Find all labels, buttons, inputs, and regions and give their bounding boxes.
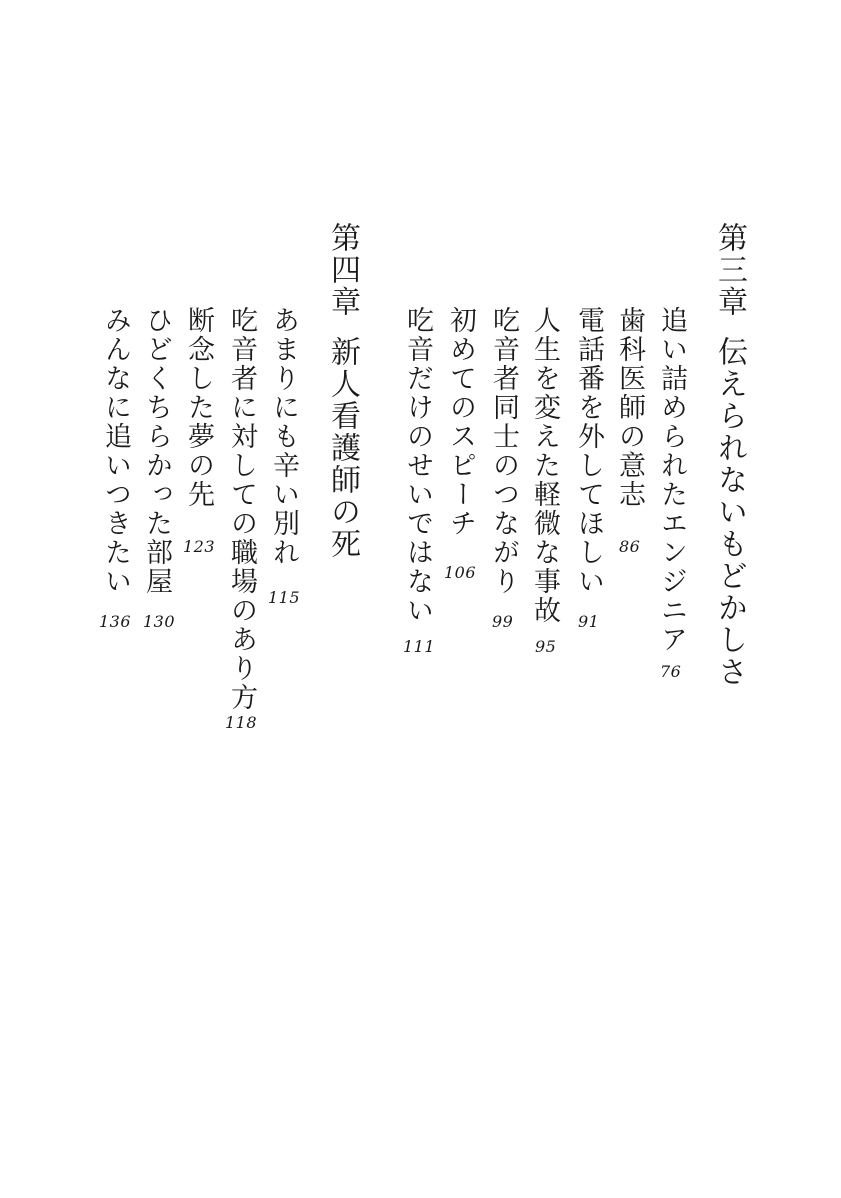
toc-entry-page: 118 xyxy=(225,713,258,732)
toc-entry-page: 91 xyxy=(578,612,600,631)
toc-entry-page: 86 xyxy=(619,537,641,556)
chapter-4-heading: 第四章 xyxy=(325,222,360,318)
toc-entry-title[interactable]: 追い詰められたエンジニア xyxy=(656,306,687,654)
toc-entry-page: 111 xyxy=(403,637,436,656)
toc-entry-page: 115 xyxy=(268,588,301,607)
toc-entry-title[interactable]: 吃音者同士のつながり xyxy=(488,306,519,596)
toc-entry-page: 99 xyxy=(492,612,514,631)
toc-entry-title[interactable]: 吃音者に対しての職場のあり方 xyxy=(226,306,257,712)
toc-entry-title[interactable]: ひどくちらかった部屋 xyxy=(141,306,172,596)
toc-entry-page: 106 xyxy=(444,563,477,582)
toc-entry-title[interactable]: 人生を変えた軽微な事故 xyxy=(529,306,560,625)
toc-entry-title[interactable]: 吃音だけのせいではない xyxy=(402,306,433,625)
chapter-3-heading: 第三章 xyxy=(712,222,747,318)
toc-entry-page: 123 xyxy=(183,537,216,556)
toc-entry-page: 95 xyxy=(535,637,557,656)
toc-entry-title[interactable]: 電話番を外してほしい xyxy=(573,306,604,596)
chapter-3-title: 伝えられないもどかしさ xyxy=(712,336,747,688)
toc-entry-title[interactable]: みんなに追いつきたい xyxy=(100,306,131,596)
toc-entry-title[interactable]: 歯科医師の意志 xyxy=(614,306,645,509)
toc-entry-page: 136 xyxy=(99,612,132,631)
toc-entry-page: 130 xyxy=(143,612,176,631)
chapter-4-title: 新人看護師の死 xyxy=(325,336,360,560)
toc-entry-page: 76 xyxy=(660,662,682,681)
toc-entry-title[interactable]: 断念した夢の先 xyxy=(183,306,214,509)
toc-entry-title[interactable]: あまりにも辛い別れ xyxy=(268,306,299,567)
toc-entry-title[interactable]: 初めてのスピーチ xyxy=(445,306,476,538)
